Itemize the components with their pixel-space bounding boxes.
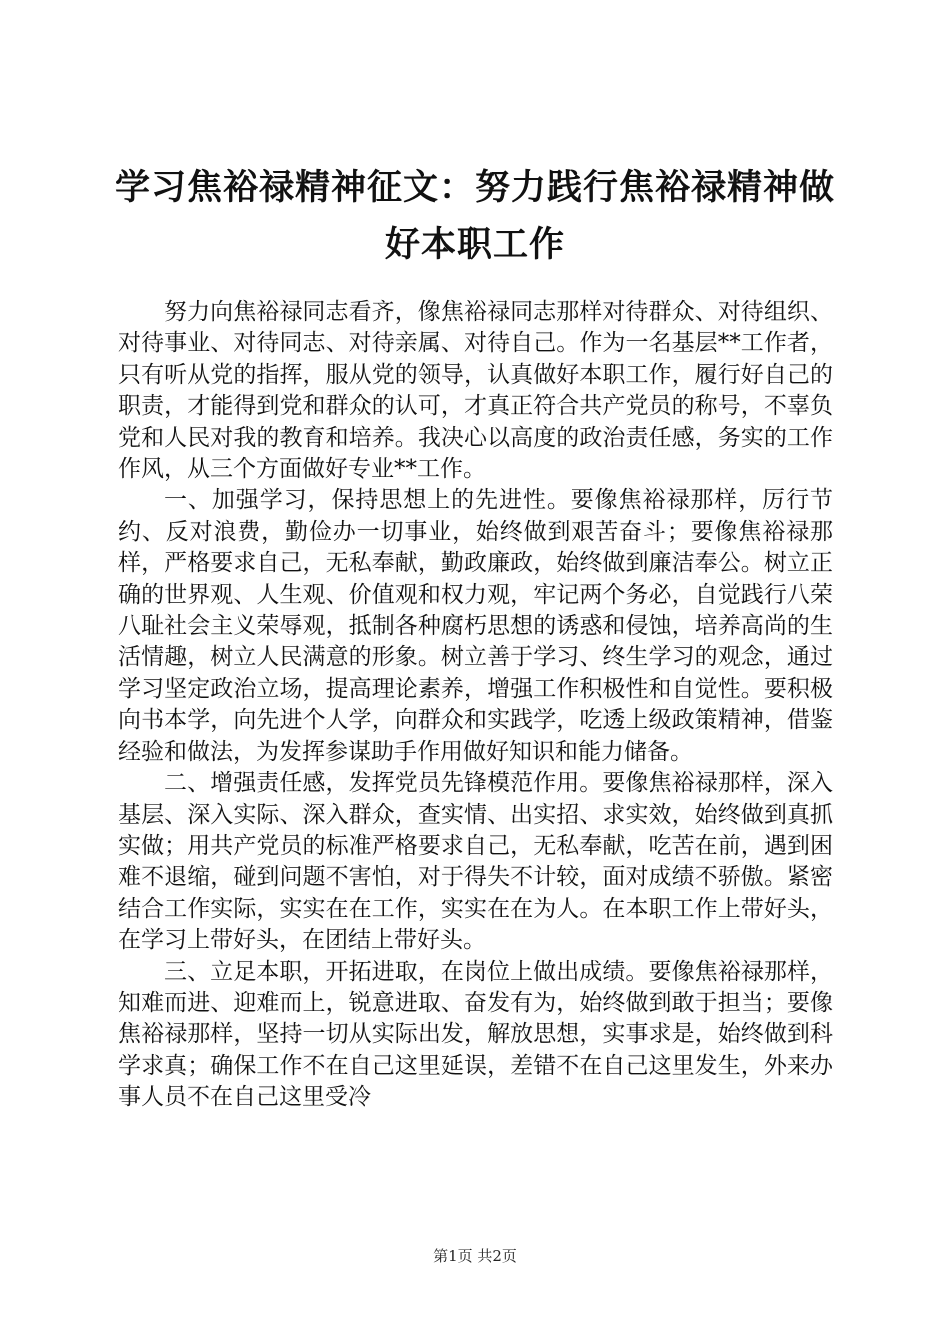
paragraph-section-1: 一、加强学习，保持思想上的先进性。要像焦裕禄那样，厉行节约、反对浪费，勤俭办一切事业，始终做到艰苦奋斗；要像焦裕禄那样，严格要求自己，无私奉献，勤政廉政，始终做到廉洁奉公。树立正确的世界观、人生观、价值观和权力观，牢记两个务必，自觉践行八荣八耻社会主义荣辱观，抵制各种腐朽思想的诱惑和侵蚀，培养高尚的生活情趣，树立人民满意的形象。树立善于学习、终生学习的观念，通过学习坚定政治立场，提高理论素养，增强工作积极性和自觉性。要积极向书本学，向先进个人学，向群众和实践学，吃透上级政策精神，借鉴经验和做法，为发挥参谋助手作用做好知识和能力储备。 [118, 487, 833, 765]
page-number-footer: 第1页 共2页 [433, 1247, 517, 1265]
paragraph-section-3: 三、立足本职，开拓进取，在岗位上做出成绩。要像焦裕禄那样，知难而进、迎难而上，锐意进取、奋发有为，始终做到敢于担当；要像焦裕禄那样，坚持一切从实际出发，解放思想，实事求是，始终做到科学求真；确保工作不在自己这里延误，差错不在自己这里发生，外来办事人员不在自己这里受冷 [118, 958, 833, 1111]
paragraph-section-2: 二、增强责任感，发挥党员先锋模范作用。要像焦裕禄那样，深入基层、深入实际、深入群众，查实情、出实招、求实效，始终做到真抓实做；用共产党员的标准严格要求自己，无私奉献，吃苦在前，遇到困难不退缩，碰到问题不害怕，对于得失不计较，面对成绩不骄傲。紧密结合工作实际，实实在在工作，实实在在为人。在本职工作上带好头，在学习上带好头，在团结上带好头。 [118, 770, 833, 954]
paragraph-intro: 努力向焦裕禄同志看齐，像焦裕禄同志那样对待群众、对待组织、对待事业、对待同志、对待亲属、对待自己。作为一名基层**工作者，只有听从党的指挥，服从党的领导，认真做好本职工作，履行好自己的职责，才能得到党和群众的认可，才真正符合共产党员的称号，不辜负党和人民对我的教育和培养。我决心以高度的政治责任感，务实的工作作风，从三个方面做好专业**工作。 [118, 299, 833, 483]
document-title: 学习焦裕禄精神征文：努力践行焦裕禄精神做好本职工作 [114, 168, 835, 265]
document-body [118, 297, 833, 1114]
